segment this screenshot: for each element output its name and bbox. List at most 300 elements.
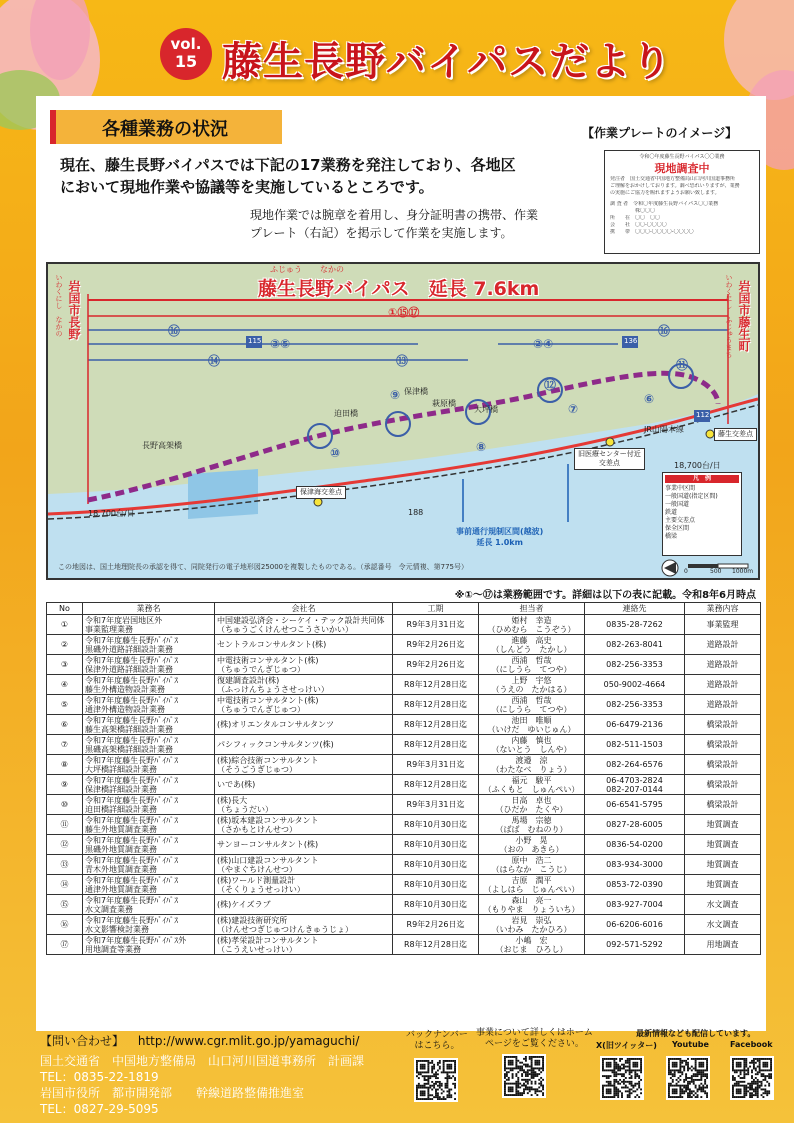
cell-company-text: (株)建設技術研究所 bbox=[217, 915, 288, 925]
map-copyright-note: この地図は、国土地理院長の承認を得て、同院発行の電子地形図25000を複製したものである。（承認番号 令元情複、第775号） bbox=[58, 563, 468, 571]
cell-no bbox=[47, 715, 83, 735]
footer bbox=[0, 1024, 794, 1123]
cell-work bbox=[685, 915, 761, 935]
cell-person-text: （ひだか たくや） bbox=[495, 804, 568, 814]
legend-item-3: 一般国道 bbox=[665, 501, 690, 508]
cell-person-text: 小野 晃 bbox=[515, 835, 548, 845]
table-footnote: ※①～⑰は業務範囲です。詳細は以下の表に記載。令和8年6月時点 bbox=[454, 590, 756, 601]
cell-name-text: 迫田橋詳細設計業務 bbox=[85, 804, 157, 814]
cell-name-text: 令和7年度藤生長野ﾊﾞｲﾊﾟｽ bbox=[85, 775, 179, 785]
plate-row-3: 所 在 〇〇 〇〇 bbox=[610, 215, 661, 221]
cell-company bbox=[215, 795, 393, 815]
cell-name bbox=[83, 835, 215, 855]
fujiu-intersection-dot bbox=[706, 430, 714, 438]
cell-company-text: (株)ケイズラブ bbox=[217, 900, 271, 909]
cell-company-text: （ふっけんちょうさせっけい） bbox=[217, 684, 329, 694]
cell-name bbox=[83, 715, 215, 735]
cell-term bbox=[393, 915, 479, 935]
table-row bbox=[47, 675, 761, 695]
cell-name-text: 通津外構造物設計業務 bbox=[85, 704, 165, 714]
cell-person-text: （もりやま りょういち） bbox=[483, 904, 580, 914]
cell-contact-text: 082-207-0144 bbox=[606, 784, 663, 794]
cell-name-text: 事業監理業務 bbox=[85, 624, 133, 634]
hotsu-intersection-box: 保津海交差点 bbox=[296, 486, 346, 499]
cell-work-text: 水文調査 bbox=[706, 900, 739, 909]
cell-name-text: 令和7年度藤生長野ﾊﾞｲﾊﾟｽ bbox=[85, 755, 179, 765]
cell-company-text: （さかもとけんせつ） bbox=[217, 824, 297, 834]
cell-company-text: （ちゅうでんぎじゅつ） bbox=[217, 704, 305, 714]
cell-person-text: （わたなべ りょう） bbox=[491, 764, 572, 774]
legend-item-2: 一般国道(指定区間) bbox=[665, 493, 718, 500]
cell-company bbox=[215, 615, 393, 635]
cell-person-text: 渡邉 涼 bbox=[515, 755, 548, 765]
table-header-row bbox=[47, 603, 761, 615]
cell-no-text: ⑰ bbox=[60, 940, 69, 949]
homepage-qr-code[interactable] bbox=[502, 1054, 546, 1098]
cell-contact-text: 082-264-6576 bbox=[606, 760, 663, 769]
cell-name-text: 令和7年度藤生長野ﾊﾞｲﾊﾟｽ bbox=[85, 695, 179, 705]
cell-work-text: 地質調査 bbox=[706, 840, 739, 849]
cell-contact bbox=[585, 635, 685, 655]
cell-person bbox=[479, 735, 585, 755]
regulation-line-2: 延長 1.0km bbox=[476, 538, 523, 547]
work-label-10: ⑩ bbox=[330, 446, 341, 460]
cell-company bbox=[215, 915, 393, 935]
cell-company-text: (株)ワールド測量設計 bbox=[217, 875, 296, 885]
cell-term-text: R8年10月30日迄 bbox=[403, 840, 467, 849]
table-row bbox=[47, 695, 761, 715]
qr-pattern-icon bbox=[732, 1058, 772, 1098]
cell-term-text: R9年2月26日迄 bbox=[406, 660, 465, 669]
legend-item-6: 保全区間 bbox=[665, 525, 690, 532]
cell-name bbox=[83, 775, 215, 795]
cell-no bbox=[47, 635, 83, 655]
cell-person bbox=[479, 615, 585, 635]
cell-work-text: 橋梁設計 bbox=[706, 720, 739, 729]
cell-work bbox=[685, 755, 761, 775]
cell-work bbox=[685, 775, 761, 795]
table-row bbox=[47, 635, 761, 655]
cell-contact-text: 06-6479-2136 bbox=[606, 720, 663, 729]
cell-person-text: 姫村 幸造 bbox=[511, 615, 552, 625]
table-row bbox=[47, 715, 761, 735]
cell-contact bbox=[585, 935, 685, 955]
cell-work bbox=[685, 735, 761, 755]
cell-contact bbox=[585, 755, 685, 775]
cell-company-text: パシフィックコンサルタンツ(株) bbox=[217, 740, 334, 749]
cell-work bbox=[685, 895, 761, 915]
cell-person-text: 西浦 哲哉 bbox=[511, 655, 552, 665]
cell-name-text: 黒磯外地質調査業務 bbox=[85, 844, 157, 854]
volume-label: vol. bbox=[170, 35, 202, 53]
cell-company-text: （ちゅうでんぎじゅつ） bbox=[217, 664, 305, 674]
scale-1000: 1000m bbox=[732, 568, 754, 575]
map-ruby-fujiu: ふじゅう bbox=[270, 265, 302, 274]
legend-item-7: 橋梁 bbox=[665, 533, 678, 540]
qr-pattern-icon bbox=[602, 1058, 642, 1098]
cell-work-text: 橋梁設計 bbox=[706, 740, 739, 749]
legend-heading: 凡 例 bbox=[665, 475, 739, 483]
table-row bbox=[47, 795, 761, 815]
cell-work-text: 道路設計 bbox=[706, 700, 739, 709]
contract-table bbox=[46, 602, 760, 955]
cell-contact-text: 050-9002-4664 bbox=[603, 680, 666, 689]
place-nagano-viaduct: 長野高架橋 bbox=[142, 441, 182, 450]
sns-x-label: X(旧ツイッター) bbox=[596, 1041, 657, 1050]
route-188-label: 188 bbox=[408, 508, 424, 517]
cell-term bbox=[393, 655, 479, 675]
cell-no-text: ③ bbox=[60, 660, 69, 669]
cell-term bbox=[393, 755, 479, 775]
cell-name bbox=[83, 655, 215, 675]
cell-name-text: 水文調査業務 bbox=[85, 904, 133, 914]
old-hospital-intersection-dot bbox=[606, 438, 614, 446]
cell-term bbox=[393, 935, 479, 955]
map-title: 藤生長野バイパス 延長 7.6km bbox=[258, 278, 540, 300]
legend-item-4: 鉄道 bbox=[665, 509, 678, 516]
cell-name-text: 青木外地質調査業務 bbox=[85, 864, 157, 874]
cell-work-text: 地質調査 bbox=[706, 820, 739, 829]
cell-work bbox=[685, 935, 761, 955]
homepage-line-1: 事業について詳しくはホーム bbox=[476, 1028, 593, 1038]
cell-name-text: 藤生外地質調査業務 bbox=[85, 824, 157, 834]
railway-label: JR山陽本線 bbox=[644, 425, 684, 434]
cell-person bbox=[479, 675, 585, 695]
plate-title: 【作業プレートのイメージ】 bbox=[582, 126, 738, 140]
cell-work-text: 事業監理 bbox=[706, 620, 739, 629]
cell-person-text: （しんどう たかし） bbox=[491, 644, 572, 654]
cell-term bbox=[393, 635, 479, 655]
header bbox=[0, 0, 794, 98]
range-label-2-4: ②④ bbox=[533, 337, 554, 351]
cell-work bbox=[685, 795, 761, 815]
cell-company-text: （けんせつぎじゅつけんきゅうじょ） bbox=[217, 924, 353, 934]
cell-contact-text: 082-263-8041 bbox=[606, 640, 663, 649]
cell-no bbox=[47, 735, 83, 755]
cell-no-text: ⑯ bbox=[60, 920, 69, 929]
cell-contact bbox=[585, 775, 685, 795]
cell-name-text: 令和7年度藤生長野ﾊﾞｲﾊﾟｽ bbox=[85, 735, 179, 745]
org-line-1: 国土交通省 中国地方整備局 山口河川国道事務所 計画課 bbox=[40, 1054, 365, 1068]
cell-term bbox=[393, 615, 479, 635]
cell-work-text: 橋梁設計 bbox=[706, 780, 739, 789]
cell-term-text: R9年2月26日迄 bbox=[406, 920, 465, 929]
place-otsubo-bridge: 大坪橋 bbox=[474, 405, 498, 414]
range-label-14: ⑭ bbox=[208, 354, 221, 368]
cell-person-text: 西浦 哲哉 bbox=[511, 695, 552, 705]
sub-line-1: 現地作業では腕章を着用し、身分証明書の携帯、作業 bbox=[250, 208, 539, 222]
cell-no-text: ⑤ bbox=[60, 700, 69, 709]
cell-work-text: 橋梁設計 bbox=[706, 760, 739, 769]
cell-company-text: （ちょうだい） bbox=[217, 804, 273, 814]
org-line-2: 岩国市役所 都市開発部 幹線道路整備推進室 bbox=[40, 1086, 305, 1100]
cell-company bbox=[215, 755, 393, 775]
place-hotsu-bridge: 保津橋 bbox=[404, 387, 428, 396]
cell-no-text: ⑫ bbox=[60, 840, 69, 849]
cell-no-text: ⑮ bbox=[60, 900, 69, 909]
cell-person-text: （いけだ ゆいじゅん） bbox=[487, 724, 576, 734]
cell-person-text: 福元 駿平 bbox=[511, 775, 552, 785]
work-plate-image bbox=[604, 150, 760, 254]
cell-term bbox=[393, 875, 479, 895]
cell-term-text: R8年12月28日迄 bbox=[403, 940, 467, 949]
cell-person-text: （ふくもと しゅんぺい） bbox=[483, 784, 580, 794]
cell-name-text: 藤生高架橋詳細設計業務 bbox=[85, 724, 173, 734]
cell-company-text: いであ(株) bbox=[217, 780, 256, 789]
cell-contact bbox=[585, 835, 685, 855]
place-hagiwara-bridge: 萩原橋 bbox=[432, 399, 456, 408]
cell-work bbox=[685, 815, 761, 835]
cell-name-text: 保津外道路詳細設計業務 bbox=[85, 664, 173, 674]
cell-name bbox=[83, 695, 215, 715]
cell-person-text: 馬場 宗徳 bbox=[511, 815, 552, 825]
sns-facebook-label: Facebook bbox=[730, 1040, 773, 1049]
cell-name bbox=[83, 735, 215, 755]
header-work: 業務内容 bbox=[685, 603, 761, 615]
cell-person bbox=[479, 655, 585, 675]
cell-contact bbox=[585, 915, 685, 935]
cell-company-text: (株)長大 bbox=[217, 795, 248, 805]
traffic-volume-right: 18,700台/日 bbox=[674, 461, 721, 470]
cell-person-text: （いわみ たかひろ） bbox=[491, 924, 572, 934]
cell-person-text: 上野 宇悠 bbox=[511, 675, 552, 685]
cell-name-text: 黒磯外道路詳細設計業務 bbox=[85, 644, 173, 654]
cell-name-text: 大坪橋詳細設計業務 bbox=[85, 764, 157, 774]
table-row bbox=[47, 875, 761, 895]
work-label-6: ⑥ bbox=[644, 392, 655, 406]
range-label-16-left: ⑯ bbox=[168, 324, 181, 338]
cell-company-text: セントラルコンサルタント(株) bbox=[217, 640, 327, 649]
table-row bbox=[47, 655, 761, 675]
cell-no-text: ⑬ bbox=[60, 860, 69, 869]
cell-contact bbox=[585, 795, 685, 815]
cell-work-text: 地質調査 bbox=[706, 860, 739, 869]
cell-term-text: R9年3月31日迄 bbox=[406, 760, 465, 769]
cell-name-text: 藤生外構造物設計業務 bbox=[85, 684, 165, 694]
cell-person bbox=[479, 935, 585, 955]
cell-contact-text: 0853-72-0390 bbox=[606, 880, 663, 889]
plate-line-3: の実施にご協力を賜れますようお願い致します。 bbox=[610, 190, 720, 196]
contract-table-grid bbox=[46, 602, 761, 955]
route-115-label: 115 bbox=[248, 337, 262, 345]
cell-company bbox=[215, 675, 393, 695]
cell-term bbox=[393, 895, 479, 915]
old-hospital-line-1: 旧医療センター付近 bbox=[578, 450, 641, 458]
cell-work bbox=[685, 635, 761, 655]
cell-work-text: 用地調査 bbox=[706, 940, 739, 949]
cell-no bbox=[47, 915, 83, 935]
cell-person-text: 原中 浩二 bbox=[511, 855, 552, 865]
volume-badge bbox=[160, 28, 212, 80]
contact-label: 【問い合わせ】 bbox=[40, 1034, 125, 1048]
qr-pattern-icon bbox=[504, 1056, 544, 1096]
cell-contact bbox=[585, 655, 685, 675]
plate-line-1: 発注者 国土交通省中国地方整備局山口河川国道事務所 bbox=[610, 176, 736, 182]
cell-person bbox=[479, 875, 585, 895]
cell-person bbox=[479, 795, 585, 815]
cell-term-text: R8年12月28日迄 bbox=[403, 680, 467, 689]
table-row bbox=[47, 915, 761, 935]
old-hospital-intersection-box bbox=[574, 448, 645, 470]
cell-person-text: （ばば むねのり） bbox=[495, 824, 568, 834]
header-company: 会社名 bbox=[215, 603, 393, 615]
cell-term bbox=[393, 735, 479, 755]
cell-contact-text: 083-927-7004 bbox=[606, 900, 663, 909]
cell-person bbox=[479, 715, 585, 735]
backnumber-qr-code[interactable] bbox=[414, 1058, 458, 1102]
sns-info-label: 最新情報なども配信しています。 bbox=[636, 1029, 756, 1038]
fujiu-intersection-box: 藤生交差点 bbox=[714, 428, 757, 441]
cell-work bbox=[685, 695, 761, 715]
cell-person-text: 池田 唯順 bbox=[511, 715, 552, 725]
cell-no bbox=[47, 775, 83, 795]
cell-company bbox=[215, 855, 393, 875]
map-port bbox=[188, 469, 258, 519]
cell-company bbox=[215, 895, 393, 915]
cell-person bbox=[479, 895, 585, 915]
cell-person-text: 進藤 高史 bbox=[511, 635, 552, 645]
cell-name-text: 通津外地質調査業務 bbox=[85, 884, 157, 894]
cell-contact bbox=[585, 695, 685, 715]
cell-name-text: 令和7年度岩国地区外 bbox=[85, 615, 163, 625]
cell-no bbox=[47, 895, 83, 915]
plate-line-2: ご理解をおかけしております。調べ恐れいりますが、業務 bbox=[610, 183, 740, 189]
cell-contact bbox=[585, 615, 685, 635]
header-term: 工期 bbox=[393, 603, 479, 615]
cell-term-text: R8年10月30日迄 bbox=[403, 900, 467, 909]
cell-name-text: 令和7年度藤生長野ﾊﾞｲﾊﾟｽ外 bbox=[85, 935, 187, 945]
cell-name-text: 令和7年度藤生長野ﾊﾞｲﾊﾟｽ bbox=[85, 635, 179, 645]
table-body bbox=[47, 615, 761, 955]
homepage-line-2: ページをご覧ください。 bbox=[485, 1039, 584, 1049]
cell-name bbox=[83, 755, 215, 775]
range-label-16-right: ⑯ bbox=[658, 324, 671, 338]
cell-no bbox=[47, 675, 83, 695]
cell-term bbox=[393, 775, 479, 795]
contact-line bbox=[40, 1032, 359, 1049]
cell-no-text: ⑭ bbox=[60, 880, 69, 889]
cell-no bbox=[47, 835, 83, 855]
cell-work bbox=[685, 855, 761, 875]
table-row bbox=[47, 755, 761, 775]
cell-work bbox=[685, 715, 761, 735]
cell-contact bbox=[585, 715, 685, 735]
cell-work-text: 道路設計 bbox=[706, 640, 739, 649]
cell-contact bbox=[585, 855, 685, 875]
header-name: 業務名 bbox=[83, 603, 215, 615]
cell-name-text: 令和7年度藤生長野ﾊﾞｲﾊﾟｽ bbox=[85, 895, 179, 905]
header-contact: 連絡先 bbox=[585, 603, 685, 615]
cell-no-text: ⑩ bbox=[60, 800, 69, 809]
table-row bbox=[47, 835, 761, 855]
cell-company-text: （やまぐちけんせつ） bbox=[217, 864, 297, 874]
cell-no bbox=[47, 655, 83, 675]
cell-name bbox=[83, 875, 215, 895]
table-row bbox=[47, 615, 761, 635]
x-qr-code[interactable] bbox=[600, 1056, 644, 1100]
cell-contact-text: 06-6541-5795 bbox=[606, 800, 663, 809]
cell-name-text: 用地調査等業務 bbox=[85, 944, 141, 954]
newsletter-title: 藤生長野バイパスだより bbox=[222, 39, 673, 85]
cell-contact-text: 083-934-3000 bbox=[606, 860, 663, 869]
sub-text bbox=[250, 206, 600, 242]
left-city-label: 岩国市長野 bbox=[67, 280, 81, 340]
cell-work-text: 橋梁設計 bbox=[706, 800, 739, 809]
qr-pattern-icon bbox=[668, 1058, 708, 1098]
cell-contact bbox=[585, 735, 685, 755]
route-112-label: 112 bbox=[696, 411, 710, 419]
cell-person bbox=[479, 815, 585, 835]
cell-person-text: （にしうら てつや） bbox=[491, 704, 572, 714]
cell-person-text: （ないとう しんや） bbox=[491, 744, 572, 754]
plate-row-5: 携 帯 〇〇〇-〇〇〇〇-〇〇〇〇 bbox=[610, 229, 694, 235]
work-label-12: ⑫ bbox=[544, 378, 557, 392]
cell-person bbox=[479, 775, 585, 795]
cell-no bbox=[47, 755, 83, 775]
youtube-qr-code[interactable] bbox=[666, 1056, 710, 1100]
website-link[interactable]: http://www.cgr.mlit.go.jp/yamaguchi/ bbox=[137, 1034, 360, 1048]
cell-contact bbox=[585, 895, 685, 915]
map-ruby-nakano: なかの bbox=[320, 265, 344, 274]
cell-no-text: ① bbox=[60, 620, 69, 629]
cell-no bbox=[47, 695, 83, 715]
cell-person bbox=[479, 915, 585, 935]
cell-company bbox=[215, 635, 393, 655]
cell-person bbox=[479, 695, 585, 715]
cell-company bbox=[215, 655, 393, 675]
cell-name bbox=[83, 935, 215, 955]
cell-company-text: (株)孝栄設計コンサルタント bbox=[217, 935, 319, 945]
cell-name bbox=[83, 635, 215, 655]
sns-youtube-label: Youtube bbox=[672, 1040, 709, 1049]
range-label-1-15-17: ①⑮⑰ bbox=[388, 306, 420, 319]
cell-no-text: ⑨ bbox=[60, 780, 69, 789]
cell-person-text: 森山 亮一 bbox=[511, 895, 552, 905]
cell-company-text: 中電技術コンサルタント(株) bbox=[217, 695, 319, 705]
cell-company-text: (株)坂本建設コンサルタント bbox=[217, 815, 319, 825]
sub-line-2: プレート（右記）を掲示して作業を実施します。 bbox=[250, 226, 513, 240]
cell-name bbox=[83, 675, 215, 695]
cell-contact-text: 0835-28-7262 bbox=[606, 620, 663, 629]
left-city-ruby: いわくにし なかの bbox=[55, 274, 63, 337]
facebook-qr-code[interactable] bbox=[730, 1056, 774, 1100]
cell-person-text: （おの あきら） bbox=[499, 844, 564, 854]
cell-name-text: 黒磯高架橋詳細設計業務 bbox=[85, 744, 173, 754]
work-label-11: ⑪ bbox=[676, 358, 689, 372]
cell-contact bbox=[585, 875, 685, 895]
range-label-13: ⑬ bbox=[396, 354, 409, 368]
cell-no bbox=[47, 795, 83, 815]
cell-company bbox=[215, 935, 393, 955]
cell-no bbox=[47, 815, 83, 835]
cell-term bbox=[393, 695, 479, 715]
plate-row-2: 株〇〇〇 bbox=[610, 208, 656, 214]
cell-no bbox=[47, 875, 83, 895]
cell-name-text: 令和7年度藤生長野ﾊﾞｲﾊﾟｽ bbox=[85, 835, 179, 845]
cell-contact-text: 082-511-1503 bbox=[606, 740, 663, 749]
cell-company bbox=[215, 695, 393, 715]
cell-company-text: サンヨーコンサルタント(株) bbox=[217, 840, 319, 849]
scale-zero: 0 bbox=[684, 568, 688, 575]
cell-company bbox=[215, 735, 393, 755]
cell-name-text: 令和7年度藤生長野ﾊﾞｲﾊﾟｽ bbox=[85, 795, 179, 805]
cell-name-text: 令和7年度藤生長野ﾊﾞｲﾊﾟｽ bbox=[85, 815, 179, 825]
legend-item-1: 事業中区間 bbox=[665, 485, 696, 492]
cell-term bbox=[393, 715, 479, 735]
cell-work-text: 水文調査 bbox=[706, 920, 739, 929]
cell-contact-text: 082-256-3353 bbox=[606, 660, 663, 669]
cell-contact bbox=[585, 815, 685, 835]
